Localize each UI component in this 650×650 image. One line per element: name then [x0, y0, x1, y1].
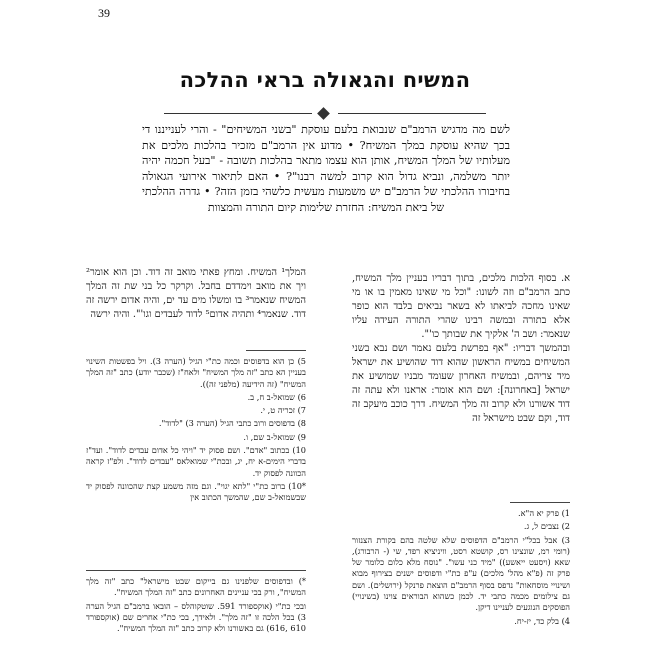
- footnote: 10) בכתוב "אדם". ושם פסוק יד "ויהי כל אדום עבדים לדוד". ועד"ז בדברי הימים-א יח, יג, ובכת"י שמואלאס "עבדים לדוד". ולפ"ז קראה הכוונה לפסוק יד.: [86, 445, 306, 478]
- footnote: 6) שמואל-ב ח, ב.: [247, 391, 306, 402]
- intro-text: לשם מה מדגיש הרמב"ם שנבואת בלעם עוסקת "בשני המשיחים" - והרי לענייננו די בכך שהיא עוסקת במלך המשיח? • מדוע אין הרמב"ם מזכיר בהלכות מלכים את מעלותיו של המלך המשיח, אותן הוא עצמו מתאר בהלכות תשובה - "בעל חכמה יהיה יותר משלמה, ונביא גדול הוא קרוב למשה רבנו"? • האם לתיאור אירועי הגאולה בחיבורו ההלכתי של הרמב"ם יש משמעות מעשית כלשהי בזמן הזה? • גדרה ההלכתי של ביאת המשיח: החזרת שלימות קיום התורה והמצוות: [142, 123, 510, 214]
- footnote: 8) בדפוסים ורוב כתבי הגיל (הערה 3) "לדוד".: [158, 418, 306, 429]
- left-column: [86, 266, 306, 322]
- note: *) ובדפוסים שלפנינו גם בייקום שבט מישראל" כתב "זה מלך המשיח", ורק בכי עניינים האחרונים כתב "זה המלך המשיח".: [86, 576, 306, 598]
- footnotes-left: [86, 356, 306, 506]
- footnote: 5) כן הוא בדפוסים וכמה כת"י הגיל (הערה 3). ויל בפשטות השינוי בעניין הא כתב "זה מלך המשיח" ולאח"ז (שכבר יודע) כתב "זה המלך המשיח" (זה הידיעה (מלפני זה)).: [86, 356, 306, 389]
- footnotes-right: [352, 508, 570, 629]
- footnote: 4) בלק כד, יז-יח.: [514, 615, 570, 626]
- title-divider: [164, 108, 486, 120]
- paragraph-continuation: ובהמשך דבריו: "אף בפרשת בלעם נאמר ושם נבא בשני המשיחים במשיח הראשון שהוא דוד שהושיע את ישראל מיד צריהם, ובמשיח האחרון שעומד מבניו שמושיע את ישראל [באחרונה]: ושם הוא אומר: אראנו ולא עתה זה דוד אשורנו ולא קרוב זה מלך המשיח. דרך כוכב מיעקב זה דוד, וקם שבט מישראל זה: [352, 343, 570, 424]
- page-number: 39: [98, 6, 110, 20]
- footnote-rule-left: [246, 350, 306, 351]
- paragraph-a: א. בסוף הלכות מלכים, בתוך דבריו בעניין מלך המשיח, כתב הרמב"ם וזה לשונו: "וכל מי שאינו מאמין בו או מי שאינו מחכה לביאתו לא בשאר נביאים בלבד הוא כופר אלא בתורה ובמשה רבינו שהרי התורה העידה עליו שנאמר: ושב ה' אלקיך את שבותך כו'".: [352, 273, 570, 340]
- footnote: 2) נצבים ל, ג.: [523, 521, 570, 532]
- footnote: *10) ברוב כת"י "לתא יגוי". וגם מזה משמע קצת שהכוונה לפסוק יד שבשמואל-ב שם, שהמשך הכתוב אין: [86, 480, 306, 503]
- notes-left: [86, 576, 306, 636]
- diamond-ornament-icon: [317, 107, 330, 120]
- chapter-intro: [142, 122, 510, 216]
- footnote: 9) שמואל-ב שם, ו.: [243, 431, 306, 442]
- footnote: 7) זכריה ט, י.: [260, 405, 306, 416]
- chapter-title: המשיח והגאולה בראי ההלכה: [179, 68, 471, 92]
- divider-line-left: [164, 113, 312, 114]
- note: ובכי כת"י (אוקספורד 591. שוטקוהלס – הובאו ברמב"ם הגיל הערה 3) בכל הלכה זו "זה מלך". ולאידך, בכי כת"י אחרים שם (אוקספורד 610 ,616) גם באשורנו ולא קרוב כתב "זה המלך המשיח".: [86, 600, 307, 634]
- footnote-rule-right: [510, 502, 570, 503]
- left-paragraph: המלך¹ המשיח. ומחץ פאתי מואב זה דוד. וכן הוא אומר² ויך את מואב וימדדם בחבל. וקרקר כל בני שת זה המלך המשיח שנאמר³ בו ומשלו מים עד ים, והיה אדום ירשה זה דוד. שנאמר⁴ ותהיה אדום⁵ לדוד לעבדים וגו'". והיה ירשה: [86, 267, 306, 320]
- footnote: 3) אבל בכל"י הרמב"ם הדפוסים שלא שלטה בהם בקורת הצנזור (רומי רמ, שונצינו רס, קושטא רסט, וויניציא רפד, שי (- הרבורג), שאא (ויסעט ייאשע)) "מיד כני עשו". "נוסח מלא כלום כלומר של פרק זה (פ"א מהל' מלכים) ע"פ כת"י ודפוסים ישנים בצירוף מבוא ושינויי מוסחאות" נדפס בסוף הרמב"ם הוצאת פרנקל (ירושלים). ושם גם צילומים מכמה כתבי יד. לכמן כשהוא הבוראים צוינו (בשינויי) הפוסקים הנוגעים לעניינו דיקן.: [352, 534, 570, 613]
- footnote: 1) פרק יא ה"א.: [518, 508, 570, 518]
- note-rule-left: [86, 570, 306, 571]
- right-column: [352, 272, 570, 426]
- divider-line-right: [338, 113, 486, 114]
